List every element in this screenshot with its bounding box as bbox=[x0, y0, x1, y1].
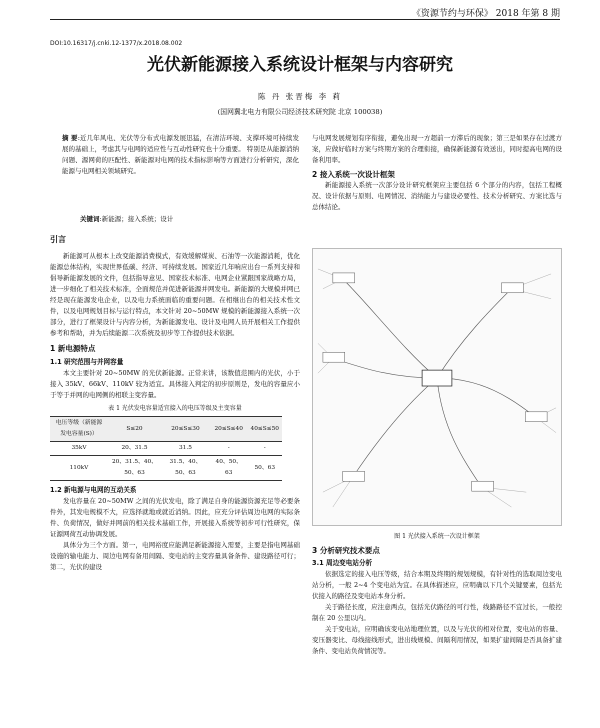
table-row bbox=[50, 456, 282, 481]
section-3-title: 3 分析研究技术要点 bbox=[312, 546, 380, 555]
intro-paragraph: 新能源可从根本上改变能源消费模式，有效缓解煤炭、石油等一次能源消耗，优化能源总体结构，实现世界低碳、经济、可持续发展。国家近几年响应出台一系列支持和倡导新能源发展的文件，包括指导意见、国家技术标准、电网企业紧跟国家战略方局，进一步细化了相关技术标准，全面规范并促进新能源并网发电。新能源的大规模并网已经是现在能源发电企业，以及电力系统面临的重要问题。在相继出台的相关技术性文件，以及电网规划目标与运行特点，本文针对 20~50MW 规模的新能源接入系统一次部分，进行了框架设计与内容分析，为新能源发电、设计及电网人员开展相关工作提供参考和帮助，并为后续能源二次系统及初步等工作提供技术依据。 bbox=[50, 252, 300, 337]
left-column bbox=[50, 234, 300, 573]
paper-title: 光伏新能源接入系统设计框架与内容研究 bbox=[147, 55, 453, 75]
table-header: 20≤S≤40 bbox=[210, 417, 248, 442]
keywords bbox=[80, 214, 300, 223]
table-cell: 110kV bbox=[50, 456, 108, 481]
right-column-lower bbox=[312, 545, 562, 657]
right-top-text: 与电网发展规划有序衔接，避免出现一方超前一方滞后的现象；第三是如果存在过渡方案，应做好临时方案与终期方案的合理衔接，确保新能源有效送出，同时提高电网的设备利用率。 bbox=[312, 134, 562, 164]
section-1-2-text: 发电容量在 20~50MW 之间的光伏发电，除了满足自身的能源资源充足等必要条件外，其发电规模不大，应选择就地或就近消纳。因此，应充分评估周边电网的实际条件、负荷情况，做好并网前的相关技术基础工作，开展接入系统等初步可行性研究，保证源网荷互动协调发展。 bbox=[50, 497, 300, 538]
section-3-1-text-2: 关于路径长度，应注意两点，包括光伏路径的可行性，线路路径不宜过长，一般控制在 20 公里以内。 bbox=[312, 603, 562, 622]
table-cell: 40、50、63 bbox=[210, 456, 248, 481]
voltage-table bbox=[50, 416, 282, 481]
table-cell: - bbox=[210, 442, 248, 456]
section-1-title: 1 新电源特点 bbox=[50, 344, 96, 353]
keywords-label: 关键词 bbox=[80, 215, 100, 223]
right-column bbox=[312, 133, 562, 213]
table-header-row bbox=[50, 417, 282, 442]
section-1-2-text-2: 具体分为三个方面。第一，电网裕度应能满足新能源接入需要，主要是指电网基础设施的输电能力、周边电网有备用间隔、变电站的主变容量具备条件、建设路径可行；第二，光伏的建设 bbox=[50, 541, 300, 571]
framework-figure bbox=[312, 248, 562, 526]
abstract-label: 摘 要 bbox=[62, 134, 78, 142]
table-cell: 50、63 bbox=[248, 456, 282, 481]
abstract bbox=[62, 133, 299, 177]
branch-node bbox=[333, 273, 355, 283]
section-1-1-text: 本文主要针对 20~50MW 的光伏新能源。正常来讲，该数值范围内的光伏，小于接入 35kV、66kV、110kV 较为适宜。具体接入判定的初步原则是，发电的容量应小于等于并网的电网侧的相联主变容量。 bbox=[50, 369, 300, 399]
section-3-1-text: 依据选定的接入电压等级，结合本期及终期的规划规模，有针对性的选取周边变电站分析，一般 2~4 个变电站为宜。在具体描述应，应明确以下几个关键要素，包括光伏接入的路径及变电站本身分析。 bbox=[312, 570, 562, 600]
table-row bbox=[50, 442, 282, 456]
table-header: 20≤S≤30 bbox=[161, 417, 210, 442]
table-caption: 表 1 光伏发电容量适宜接入的电压等级及主变容量 bbox=[108, 405, 242, 412]
table-header: 电压等级（新能源发电容量(S)） bbox=[50, 417, 108, 442]
abstract-text: :近几年风电、光伏等分布式电源发展迅猛，在清洁环境、支撑环境可持续发展的基础上，考虑其与电网的适应性与互动性研究也十分重要。 特别是从能源消纳问题、源网荷的匹配性、新能源对电网的技术指标影响等方面进行分析研究，深化能源与电网相关领域研究。 bbox=[62, 134, 299, 175]
header-rule bbox=[50, 19, 560, 20]
table-cell: 35kV bbox=[50, 442, 108, 456]
branch-node bbox=[501, 283, 523, 293]
intro-title: 引言 bbox=[50, 235, 66, 244]
section-3-1-text-3: 关于变电站，应明确该变电站地理位置，以及与光伏的相对位置，变电站的容量、变压器变比、母线接线形式，进出线规模、间隔利用情况，如果扩建间隔是否具备扩建条件、变电站负荷情况等。 bbox=[312, 625, 562, 655]
section-2-title: 2 接入系统一次设计框架 bbox=[312, 170, 395, 179]
table-cell: 31.5 bbox=[161, 442, 210, 456]
section-3-1-title: 3.1 周边变电站分析 bbox=[312, 559, 373, 567]
table-header: S≤20 bbox=[108, 417, 161, 442]
section-2-text: 新能源接入系统一次部分设计研究框架应主要包括 6 个部分的内容，包括工程概况、设计依据与原则、电网情况、消纳能力与建设必要性、技术分析研究、方案比选与总体结论。 bbox=[312, 181, 562, 211]
table-cell: 31.5、40、50、63 bbox=[161, 456, 210, 481]
section-1-1-title: 1.1 研究范围与并网容量 bbox=[50, 358, 124, 366]
branch-node bbox=[525, 412, 547, 422]
table-header: 40≤S≤50 bbox=[248, 417, 282, 442]
authors: 陈 丹 张晋梅 李 莉 bbox=[257, 92, 343, 101]
table-cell: - bbox=[248, 442, 282, 456]
journal-header: 《资源节约与环保》 2018 年第 8 期 bbox=[411, 9, 560, 19]
table-cell: 20、31.5、40、50、63 bbox=[108, 456, 161, 481]
branch-node bbox=[343, 471, 365, 481]
branch-node bbox=[323, 352, 345, 362]
branch-node bbox=[472, 481, 494, 491]
keywords-text: :新能源；接入系统；设计 bbox=[99, 215, 174, 223]
table-cell: 20、31.5 bbox=[108, 442, 161, 456]
center-node bbox=[422, 370, 452, 386]
affiliation: (国网冀北电力有限公司经济技术研究院 北京 100038) bbox=[217, 108, 383, 116]
section-1-2-title: 1.2 新电源与电网的互动关系 bbox=[50, 486, 137, 494]
figure-caption: 图 1 光伏接入系统一次设计框架 bbox=[394, 533, 480, 540]
doi: DOI:10.16317/j.cnki.12-1377/x.2018.08.002 bbox=[50, 40, 183, 47]
